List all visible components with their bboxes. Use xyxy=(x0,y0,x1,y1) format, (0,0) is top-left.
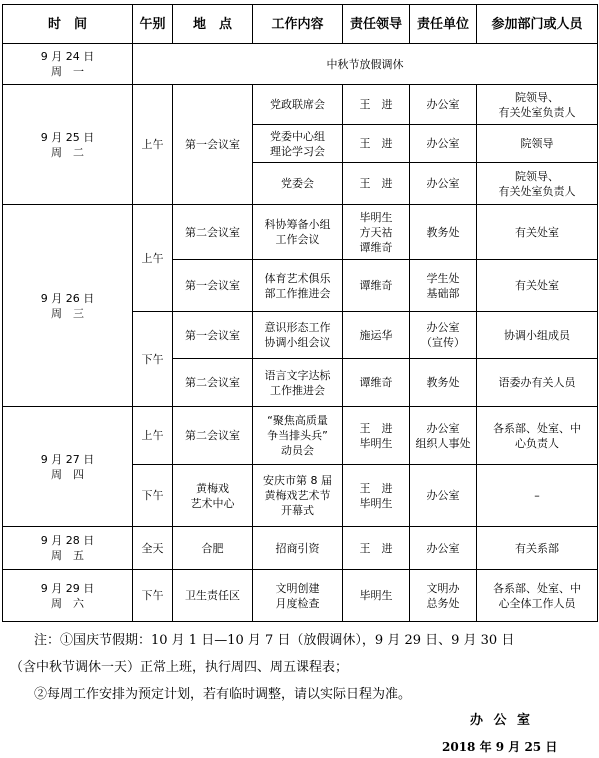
leader-cell: 毕明生 xyxy=(343,570,410,622)
place-cell: 第二会议室 xyxy=(173,205,253,260)
table-row xyxy=(3,527,598,570)
leader-cell: 王 进 xyxy=(343,85,410,125)
period-cell: 下午 xyxy=(133,465,173,527)
notes-block xyxy=(10,627,595,708)
participants-cell: 院领导、 有关处室负责人 xyxy=(477,85,598,125)
header-leader: 责任领导 xyxy=(343,5,410,44)
content-cell: 体育艺术俱乐 部工作推进会 xyxy=(253,260,343,312)
period-cell: 全天 xyxy=(133,527,173,570)
date-cell: 9 月 26 日 周 三 xyxy=(3,205,133,407)
signature-office: 办 公 室 xyxy=(470,713,534,728)
content-cell: 意识形态工作 协调小组会议 xyxy=(253,312,343,359)
leader-cell: 王 进 xyxy=(343,163,410,205)
leader-cell: 谭维奇 xyxy=(343,260,410,312)
content-cell: 科协筹备小组 工作会议 xyxy=(253,205,343,260)
place-cell: 第一会议室 xyxy=(173,260,253,312)
content-cell: 党政联席会 xyxy=(253,85,343,125)
participants-cell: 有关系部 xyxy=(477,527,598,570)
note-line: （含中秋节调休一天）正常上班，执行周四、周五课程表； xyxy=(10,660,349,675)
leader-cell: 谭维奇 xyxy=(343,359,410,407)
unit-cell: 办公室 xyxy=(410,163,477,205)
table-row xyxy=(3,205,598,260)
header-row xyxy=(3,5,598,44)
unit-cell: 办公室 xyxy=(410,527,477,570)
unit-cell: 文明办 总务处 xyxy=(410,570,477,622)
header-participants: 参加部门或人员 xyxy=(477,5,598,44)
content-cell: “聚焦高质量 争当排头兵” 动员会 xyxy=(253,407,343,465)
table-row xyxy=(3,85,598,125)
participants-cell: – xyxy=(477,465,598,527)
unit-cell: 办公室 （宣传） xyxy=(410,312,477,359)
header-period: 午别 xyxy=(133,5,173,44)
participants-cell: 语委办有关人员 xyxy=(477,359,598,407)
holiday-cell: 中秋节放假调休 xyxy=(133,44,598,85)
date-cell: 9 月 27 日 周 四 xyxy=(3,407,133,527)
place-cell: 第一会议室 xyxy=(173,312,253,359)
content-cell: 招商引资 xyxy=(253,527,343,570)
unit-cell: 办公室 xyxy=(410,465,477,527)
header-content: 工作内容 xyxy=(253,5,343,44)
leader-cell: 毕明生 方天祜 谭维奇 xyxy=(343,205,410,260)
table-row xyxy=(3,570,598,622)
unit-cell: 办公室 组织人事处 xyxy=(410,407,477,465)
content-cell: 安庆市第 8 届 黄梅戏艺术节 开幕式 xyxy=(253,465,343,527)
signature-date: 2018 年 9 月 25 日 xyxy=(442,740,558,754)
period-cell: 下午 xyxy=(133,312,173,407)
period-cell: 上午 xyxy=(133,85,173,205)
content-cell: 语言文字达标 工作推进会 xyxy=(253,359,343,407)
leader-cell: 王 进 xyxy=(343,125,410,163)
unit-cell: 办公室 xyxy=(410,85,477,125)
header-place: 地 点 xyxy=(173,5,253,44)
place-cell: 第二会议室 xyxy=(173,407,253,465)
leader-cell: 王 进 毕明生 xyxy=(343,465,410,527)
date-cell: 9 月 28 日 周 五 xyxy=(3,527,133,570)
participants-cell: 院领导 xyxy=(477,125,598,163)
note-line: ②每周工作安排为预定计划，若有临时调整，请以实际日程为准。 xyxy=(34,687,412,702)
unit-cell: 学生处 基础部 xyxy=(410,260,477,312)
period-cell: 上午 xyxy=(133,205,173,312)
participants-cell: 各系部、处室、中 心负责人 xyxy=(477,407,598,465)
unit-cell: 教务处 xyxy=(410,359,477,407)
place-cell: 第二会议室 xyxy=(173,359,253,407)
date-cell: 9 月 29 日 周 六 xyxy=(3,570,133,622)
schedule-table xyxy=(2,4,598,622)
place-cell: 卫生责任区 xyxy=(173,570,253,622)
table-row xyxy=(3,407,598,465)
leader-cell: 施运华 xyxy=(343,312,410,359)
unit-cell: 教务处 xyxy=(410,205,477,260)
note-line: 注：①国庆节假期：10 月 1 日—10 月 7 日（放假调休），9 月 29 日、9 月 30 日 xyxy=(34,633,515,648)
header-unit: 责任单位 xyxy=(410,5,477,44)
content-cell: 文明创建 月度检查 xyxy=(253,570,343,622)
place-cell: 黄梅戏 艺术中心 xyxy=(173,465,253,527)
period-cell: 上午 xyxy=(133,407,173,465)
unit-cell: 办公室 xyxy=(410,125,477,163)
table-row xyxy=(3,44,598,85)
participants-cell: 有关处室 xyxy=(477,205,598,260)
period-cell: 下午 xyxy=(133,570,173,622)
date-cell: 9 月 25 日 周 二 xyxy=(3,85,133,205)
participants-cell: 各系部、处室、中 心全体工作人员 xyxy=(477,570,598,622)
content-cell: 党委中心组 理论学习会 xyxy=(253,125,343,163)
date-cell: 9 月 24 日 周 一 xyxy=(3,44,133,85)
leader-cell: 王 进 毕明生 xyxy=(343,407,410,465)
header-time: 时 间 xyxy=(3,5,133,44)
place-cell: 第一会议室 xyxy=(173,85,253,205)
place-cell: 合肥 xyxy=(173,527,253,570)
leader-cell: 王 进 xyxy=(343,527,410,570)
content-cell: 党委会 xyxy=(253,163,343,205)
participants-cell: 有关处室 xyxy=(477,260,598,312)
participants-cell: 协调小组成员 xyxy=(477,312,598,359)
participants-cell: 院领导、 有关处室负责人 xyxy=(477,163,598,205)
